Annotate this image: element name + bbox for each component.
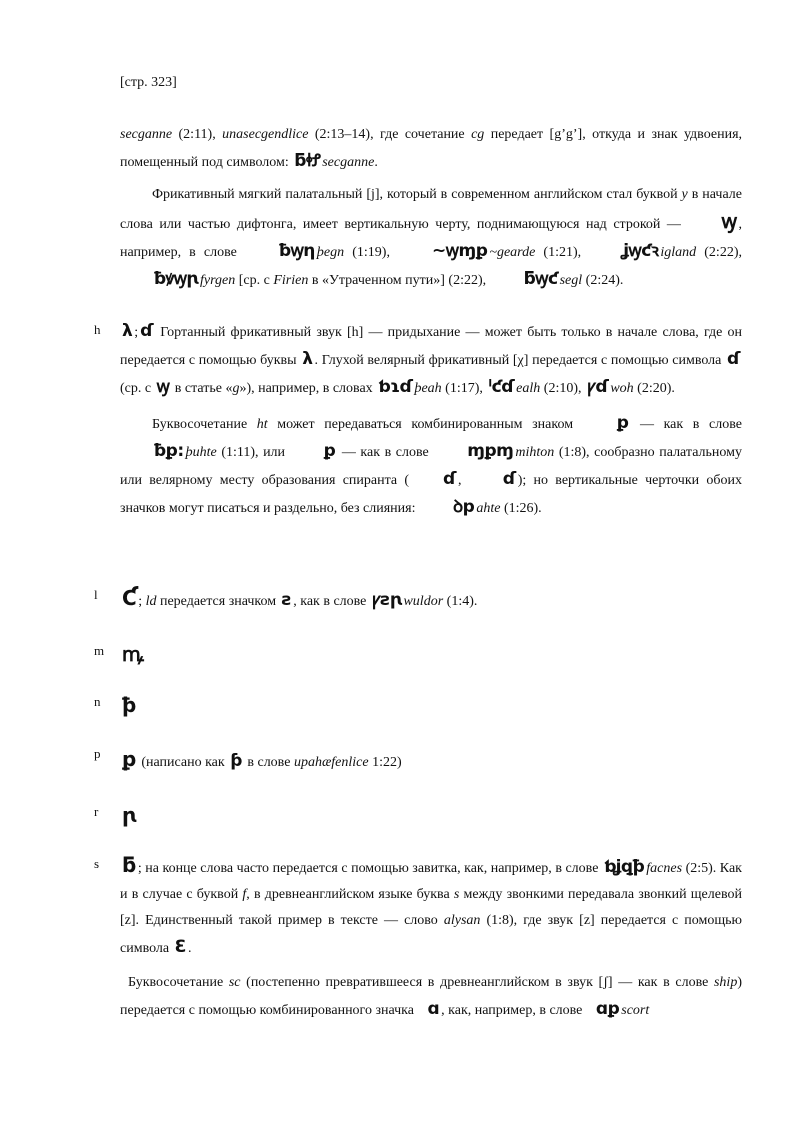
entry-letter-s: s	[94, 856, 100, 871]
text: (2:20).	[633, 381, 675, 396]
text: .	[187, 941, 192, 956]
tengwar-glyph: ꝩƨꞃ	[371, 590, 402, 610]
entry-n	[120, 692, 742, 722]
text: в начале слова или частью дифтонга, имеет вертикальную черту, поднимающуюся над строкой —	[120, 187, 742, 232]
text: (1:21),	[535, 245, 590, 260]
tengwar-glyph: ɑ	[427, 999, 440, 1019]
word: ship	[713, 975, 738, 990]
text: может передаваться комбинированным знаком	[267, 417, 583, 432]
tengwar-glyph: Ɛ	[174, 937, 186, 957]
tengwar-glyph: ƅʝꝗꝥ	[603, 857, 645, 877]
tengwar-glyph: ˡƈɗ	[488, 377, 515, 397]
tengwar-glyph: ꝩɗ	[587, 377, 609, 397]
tengwar-glyph: ꞃ	[122, 803, 136, 827]
word: s	[453, 887, 460, 902]
text: Буквосочетание	[152, 417, 257, 432]
text: (1:26).	[500, 501, 542, 516]
tengwar-glyph: ɱꝑɱ	[467, 441, 514, 461]
word: fyrgen	[200, 273, 236, 288]
entry-letter-n: n	[94, 694, 101, 709]
text: ,	[458, 473, 469, 488]
word: segl	[559, 273, 583, 288]
text: »), например, в словах	[239, 381, 377, 396]
tengwar-glyph: λ	[302, 349, 313, 369]
word: f	[242, 887, 247, 902]
text: , например, в слове	[120, 217, 742, 260]
text: ; на конце слова часто передается с помощью завитка, как, например, в слове	[137, 861, 602, 876]
word: igland	[660, 245, 697, 260]
text: (постепенно превратившееся в древнеанглийском в звук [ʃ] — как в слове	[240, 975, 714, 990]
entry-l	[120, 585, 742, 615]
text: ); но вертикальные черточки обоих значков могут писаться и раздельно, без слияния:	[120, 473, 742, 516]
tengwar-glyph: ~ꝡɱꝑ	[432, 241, 488, 261]
page-label: [стр. 323]	[120, 75, 177, 90]
text: (2:10),	[540, 381, 585, 396]
text: в «Утраченном пути»] (2:22),	[308, 273, 490, 288]
tengwar-glyph: ƃꬹꝬ	[294, 151, 321, 171]
word: ahte	[476, 501, 501, 516]
text: Фрикативный мягкий палатальный [j], который в современном английском стал буквой	[152, 187, 682, 202]
tengwar-glyph: ƥ	[230, 751, 242, 771]
text: — как в слове	[630, 417, 742, 432]
word: Firien	[273, 273, 309, 288]
tengwar-glyph: ƃꝡƈ	[523, 269, 558, 289]
text: (2:13–14), где сочетание	[308, 127, 472, 142]
text: (1:8), сообразно палатальному или велярному месту образования спиранта (	[120, 445, 742, 488]
word: secganne	[120, 127, 173, 142]
word: wuldor	[403, 594, 444, 609]
tengwar-glyph: ƀꝑ:	[154, 441, 184, 461]
text: , как, например, в слове	[441, 1003, 586, 1018]
text: (1:11), или	[216, 445, 290, 460]
word: facnes	[646, 861, 683, 876]
word: g	[232, 381, 240, 396]
entry-letter-m: m	[94, 643, 105, 658]
word: secganne	[322, 155, 375, 170]
text: , как в слове	[293, 594, 370, 609]
tengwar-glyph: ꝑ	[122, 747, 136, 771]
word: ealh	[516, 381, 541, 396]
text: (2:24).	[582, 273, 624, 288]
text: передает [g’g’], откуда и знак удвоения, помещенный под символом:	[120, 127, 743, 170]
text: (ср. с	[120, 381, 155, 396]
text: (2:11),	[172, 127, 223, 142]
entry-h	[120, 318, 742, 536]
paragraph-s	[120, 852, 742, 962]
tengwar-glyph: ꝳ	[122, 642, 144, 666]
word: ~gearde	[489, 245, 536, 260]
paragraph-sc	[120, 970, 742, 1024]
word: ht	[256, 417, 268, 432]
entry-p	[120, 746, 742, 776]
word: woh	[610, 381, 634, 396]
tengwar-glyph: ƨ	[281, 590, 292, 610]
word: alysan	[443, 913, 481, 928]
word: scort	[621, 1003, 650, 1018]
word: þuhte	[185, 445, 217, 460]
tengwar-glyph: ƅɿɗ	[378, 377, 413, 397]
tengwar-glyph: ʝꝡƈꝛ	[623, 241, 659, 261]
tengwar-glyph: λ	[122, 321, 133, 341]
word: mihton	[515, 445, 555, 460]
entry-letter-l: l	[94, 587, 98, 602]
paragraph-palatal	[120, 182, 742, 294]
text: (2:22),	[696, 245, 742, 260]
intro-block	[120, 122, 742, 294]
tengwar-glyph: ɗ	[443, 469, 456, 489]
tengwar-glyph: Ƈ	[122, 586, 137, 610]
entry-s	[120, 852, 742, 1038]
text: .	[374, 155, 378, 170]
text: [ср. с	[235, 273, 274, 288]
tengwar-glyph: ꝑ	[323, 441, 336, 461]
word: þegn	[316, 245, 345, 260]
text: . Глухой велярный фрикативный [χ] передается с помощью символа	[314, 353, 726, 368]
word: ld	[145, 594, 157, 609]
tengwar-glyph: ꝑ	[616, 413, 629, 433]
tengwar-glyph: ɗ	[727, 349, 741, 369]
word: unasecgendlice	[222, 127, 309, 142]
text: ) передается с помощью комбинированного значка	[120, 975, 742, 1018]
tengwar-glyph: ƀꝡƞ	[278, 241, 315, 261]
text: (написано как	[137, 755, 229, 770]
tengwar-glyph: ꝥ	[122, 693, 136, 717]
text: передается значком	[156, 594, 280, 609]
text: в слове	[243, 755, 294, 770]
text: (1:8), где звук [z] передается с помощью символа	[120, 913, 742, 956]
text: Буквосочетание	[128, 975, 229, 990]
text: 1:22)	[368, 755, 402, 770]
paragraph-h: λ ; ɗ Гортанный фрикативный звук [h] — придыхание — может быть только в начале слова, где он передается с помощью буквы λ . Глухой велярный фрикативный [χ] передается с помощью символа ɗ (ср. с ꝡ в статье «g»), например, в словах ƅɿɗ þeah (1:17), ˡƈɗ ealh (2:10), ꝩɗ woh (2:20).	[120, 318, 742, 402]
tengwar-glyph: ꝡ	[156, 377, 170, 397]
tengwar-glyph: ƃ	[122, 853, 136, 877]
paragraph-secganne	[120, 122, 742, 176]
text: — как в слове	[337, 445, 434, 460]
word: sc	[228, 975, 241, 990]
tengwar-glyph: ꝡ	[721, 209, 737, 233]
text: (1:17),	[441, 381, 487, 396]
tengwar-glyph: ɑꝑ	[595, 999, 620, 1019]
text: в статье «	[171, 381, 233, 396]
tengwar-glyph: ƀꝟꝡꞃ	[154, 269, 199, 289]
tengwar-glyph: ꝺp	[453, 497, 475, 517]
entry-letter-h: h	[94, 322, 101, 337]
entry-letter-r: r	[94, 804, 99, 819]
tengwar-glyph: ɗ	[140, 321, 154, 341]
word: y	[681, 187, 688, 202]
text: (1:4).	[443, 594, 478, 609]
text: , в древнеанглийском языке буква	[246, 887, 454, 902]
text: Гортанный фрикативный звук [h] — придыхание — может быть только в начале слова, где он передается с помощью буквы	[120, 325, 742, 368]
entry-letter-p: p	[94, 746, 101, 761]
paragraph-ht	[120, 410, 742, 522]
text: (1:19),	[344, 245, 399, 260]
text: (2:5). Как и в случае с буквой	[120, 861, 742, 902]
text: между звонкими передавала звонкий щелевой [z]. Единственный такой пример в тексте — слово	[120, 887, 742, 928]
word: cg	[471, 127, 485, 142]
word: þeah	[414, 381, 442, 396]
entry-m	[120, 641, 742, 671]
entry-r	[120, 802, 742, 832]
text: ;	[138, 594, 146, 609]
tengwar-glyph: ɗ	[502, 469, 516, 489]
word: upahæfenlice	[293, 755, 369, 770]
